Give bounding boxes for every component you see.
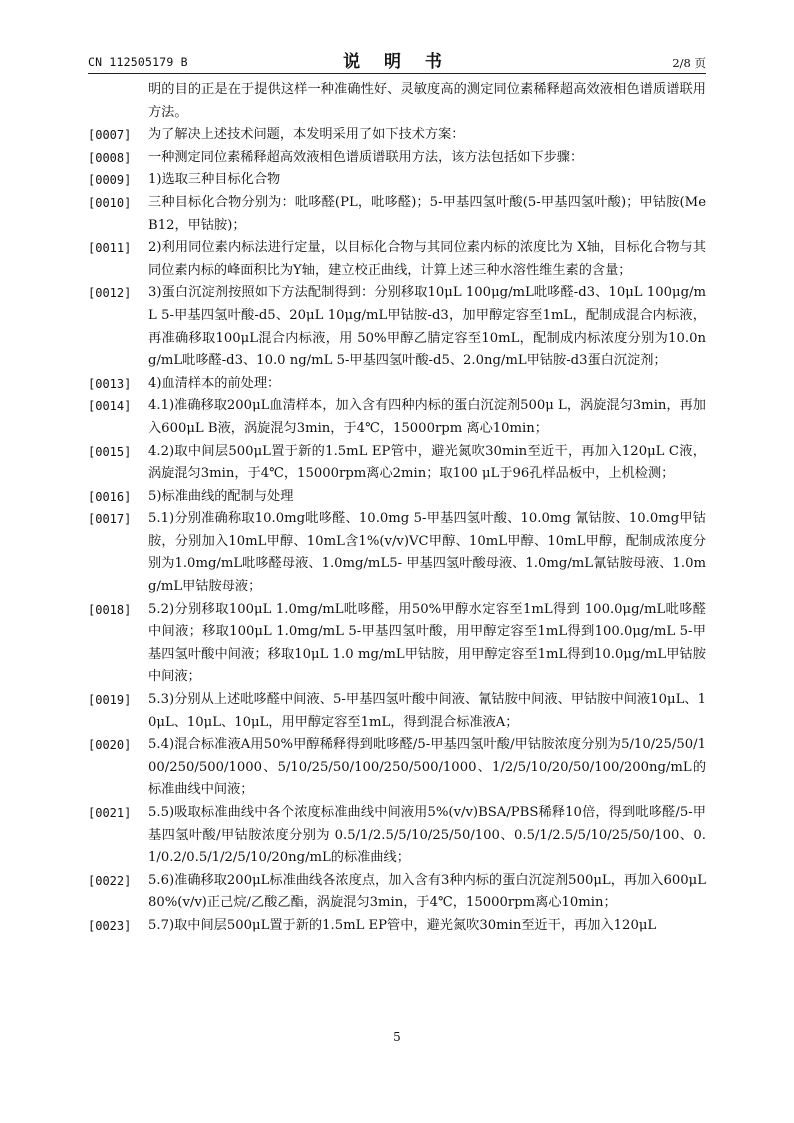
paragraph-text: 5.4)混合标准液A用50%甲醇稀释得到吡哆醛/5-甲基四氢叶酸/甲钴胺浓度分别为5/10/25/50/100/250/500/1000、5/10/25/50/100/250/500/1000、1/2/5/10/20/50/100/200ng/mL的标准曲线中间液； xyxy=(148,737,707,798)
paragraph-text: 为了解决上述技术问题，本发明采用了如下技术方案： xyxy=(148,127,465,143)
paragraph-text: 5.6)准确移取200μL标准曲线各浓度点，加入含有3种内标的蛋白沉淀剂500μL，再加入600μL 80%(v/v)正己烷/乙酸乙酯，涡旋混匀3min，于4℃，15000rpm离心10min； xyxy=(148,872,706,911)
paragraph-text: 5.7)取中间层500μL置于新的1.5mL EP管中，避光氮吹30min至近干，再加入120μL xyxy=(148,917,657,933)
paragraph-number: [0011] xyxy=(88,241,132,256)
paragraph-number: [0008] xyxy=(88,150,132,165)
paragraph xyxy=(88,395,706,440)
patent-number: CN 112505179 B xyxy=(88,55,188,69)
paragraph-text: 5.2)分别移取100μL 1.0mg/mL吡哆醛，用50%甲醇水定容至1mL得到 100.0μg/mL吡哆醛中间液；移取100μL 1.0mg/mL 5-甲基四氢叶酸，用甲醇定容至1mL得到100.0μg/mL 5-甲基四氢叶酸中间液；移取10μL 1.0 mg/mL甲钴胺，用甲醇定容至1mL得到10.0μg/mL甲钴胺中间液； xyxy=(148,601,706,685)
paragraph-text: 一种测定同位素稀释超高效液相色谱质谱联用方法，该方法包括如下步骤： xyxy=(148,149,584,165)
paragraph-text: 明的目的正是在于提供这样一种准确性好、灵敏度高的测定同位素稀释超高效液相色谱质谱联用方法。 xyxy=(148,82,706,120)
document-body xyxy=(88,79,706,938)
paragraph xyxy=(88,373,706,396)
paragraph xyxy=(88,734,706,802)
paragraph xyxy=(88,124,706,147)
paragraph xyxy=(88,79,706,124)
paragraph xyxy=(88,282,706,372)
paragraph-text: 3)蛋白沉淀剂按照如下方法配制得到：分别移取10μL 100μg/mL吡哆醛-d3、10μL 100μg/mL 5-甲基四氢叶酸-d5、20μL 10μg/mL甲钴胺-d3，加甲醇定容至1mL，配制成混合内标液，再准确移取100μL混合内标液，用 50%甲醇乙腈定容至10mL，配制成内标浓度分别为10.0ng/mL吡哆醛-d3、10.0 ng/mL 5-甲基四氢叶酸-d5、2.0ng/mL甲钴胺-d3蛋白沉淀剂； xyxy=(148,285,706,369)
paragraph-text: 1)选取三种目标化合物 xyxy=(148,172,281,188)
paragraph xyxy=(88,599,706,689)
paragraph-number: [0014] xyxy=(88,399,132,414)
paragraph xyxy=(88,169,706,192)
paragraph-text: 2)利用同位素内标法进行定量，以目标化合物与其同位素内标的浓度比为 X轴，目标化合物与其同位素内标的峰面积比为Y轴，建立校正曲线，计算上述三种水溶性维生素的含量； xyxy=(148,240,706,278)
paragraph-number: [0023] xyxy=(88,918,132,933)
paragraph xyxy=(88,915,706,938)
paragraph-text: 5.1)分别准确称取10.0mg吡哆醛、10.0mg 5-甲基四氢叶酸、10.0mg 氰钴胺、10.0mg甲钴胺，分别加入10mL甲醇、10mL含1%(v/v)VC甲醇、10mL甲醇、10mL甲醇，配制成浓度分别为1.0mg/mL吡哆醛母液、1.0mg/mL5- 甲基四氢叶酸母液、1.0mg/mL氰钴胺母液、1.0mg/mL甲钴胺母液； xyxy=(148,511,706,595)
paragraph-text: 4.2)取中间层500μL置于新的1.5mL EP管中，避光氮吹30min至近干，再加入120μL C液，涡旋混匀3min，于4℃，15000rpm离心2min；取100 μL于96孔样品板中，上机检测； xyxy=(148,443,706,482)
paragraph-number: [0015] xyxy=(88,444,132,459)
paragraph-number: [0013] xyxy=(88,376,132,391)
paragraph-text: 4.1)准确移取200μL血清样本，加入含有四种内标的蛋白沉淀剂500μ L，涡旋混匀3min，再加入600μL B液，涡旋混匀3min，于4℃，15000rpm 离心10min； xyxy=(148,398,706,436)
paragraph-number: [0021] xyxy=(88,806,132,820)
paragraph-number: [0016] xyxy=(88,489,132,504)
paragraph-number: [0007] xyxy=(88,128,132,143)
paragraph-number: [0019] xyxy=(88,693,132,708)
page-number: 5 xyxy=(393,1030,401,1044)
paragraph-text: 5.3)分别从上述吡哆醛中间液、5-甲基四氢叶酸中间液、氰钴胺中间液、甲钴胺中间液10μL、10μL、10μL、10μL，用甲醇定容至1mL，得到混合标准液A； xyxy=(148,692,706,730)
paragraph xyxy=(88,486,706,509)
paragraph-number: [0009] xyxy=(88,173,132,188)
paragraph xyxy=(88,237,706,282)
paragraph-number: [0022] xyxy=(88,873,132,888)
paragraph-number: [0012] xyxy=(88,286,132,301)
paragraph-number xyxy=(88,79,148,124)
paragraph-number: [0020] xyxy=(88,738,132,753)
page-header xyxy=(88,50,706,74)
paragraph xyxy=(88,147,706,170)
paragraph xyxy=(88,192,706,237)
paragraph-number: [0017] xyxy=(88,512,132,527)
paragraph xyxy=(88,870,706,915)
paragraph-number: [0018] xyxy=(88,602,132,617)
paragraph-text: 5.5)吸取标准曲线中各个浓度标准曲线中间液用5%(v/v)BSA/PBS稀释10倍，得到吡哆醛/5-甲基四氢叶酸/甲钴胺浓度分别为 0.5/1/2.5/5/10/25/50/100、0.5/1/2.5/5/10/25/50/100、0.1/0.2/0.5/1/2/5/10/20ng/mL的标准曲线； xyxy=(148,805,706,866)
paragraph-text: 4)血清样本的前处理： xyxy=(148,375,281,391)
page-indicator: 2/8 页 xyxy=(672,56,706,70)
paragraph xyxy=(88,441,706,486)
paragraph xyxy=(88,802,706,870)
paragraph-text: 三种目标化合物分别为：吡哆醛(PL，吡哆醛)；5-甲基四氢叶酸(5-甲基四氢叶酸)；甲钴胺(MeB12，甲钴胺)； xyxy=(148,194,706,233)
paragraph-number: [0010] xyxy=(88,195,132,210)
paragraph xyxy=(88,689,706,734)
paragraph-text: 5)标准曲线的配制与处理 xyxy=(148,488,294,504)
document-title: 说 明 书 xyxy=(343,52,451,72)
paragraph xyxy=(88,508,706,598)
header-divider xyxy=(88,73,706,74)
